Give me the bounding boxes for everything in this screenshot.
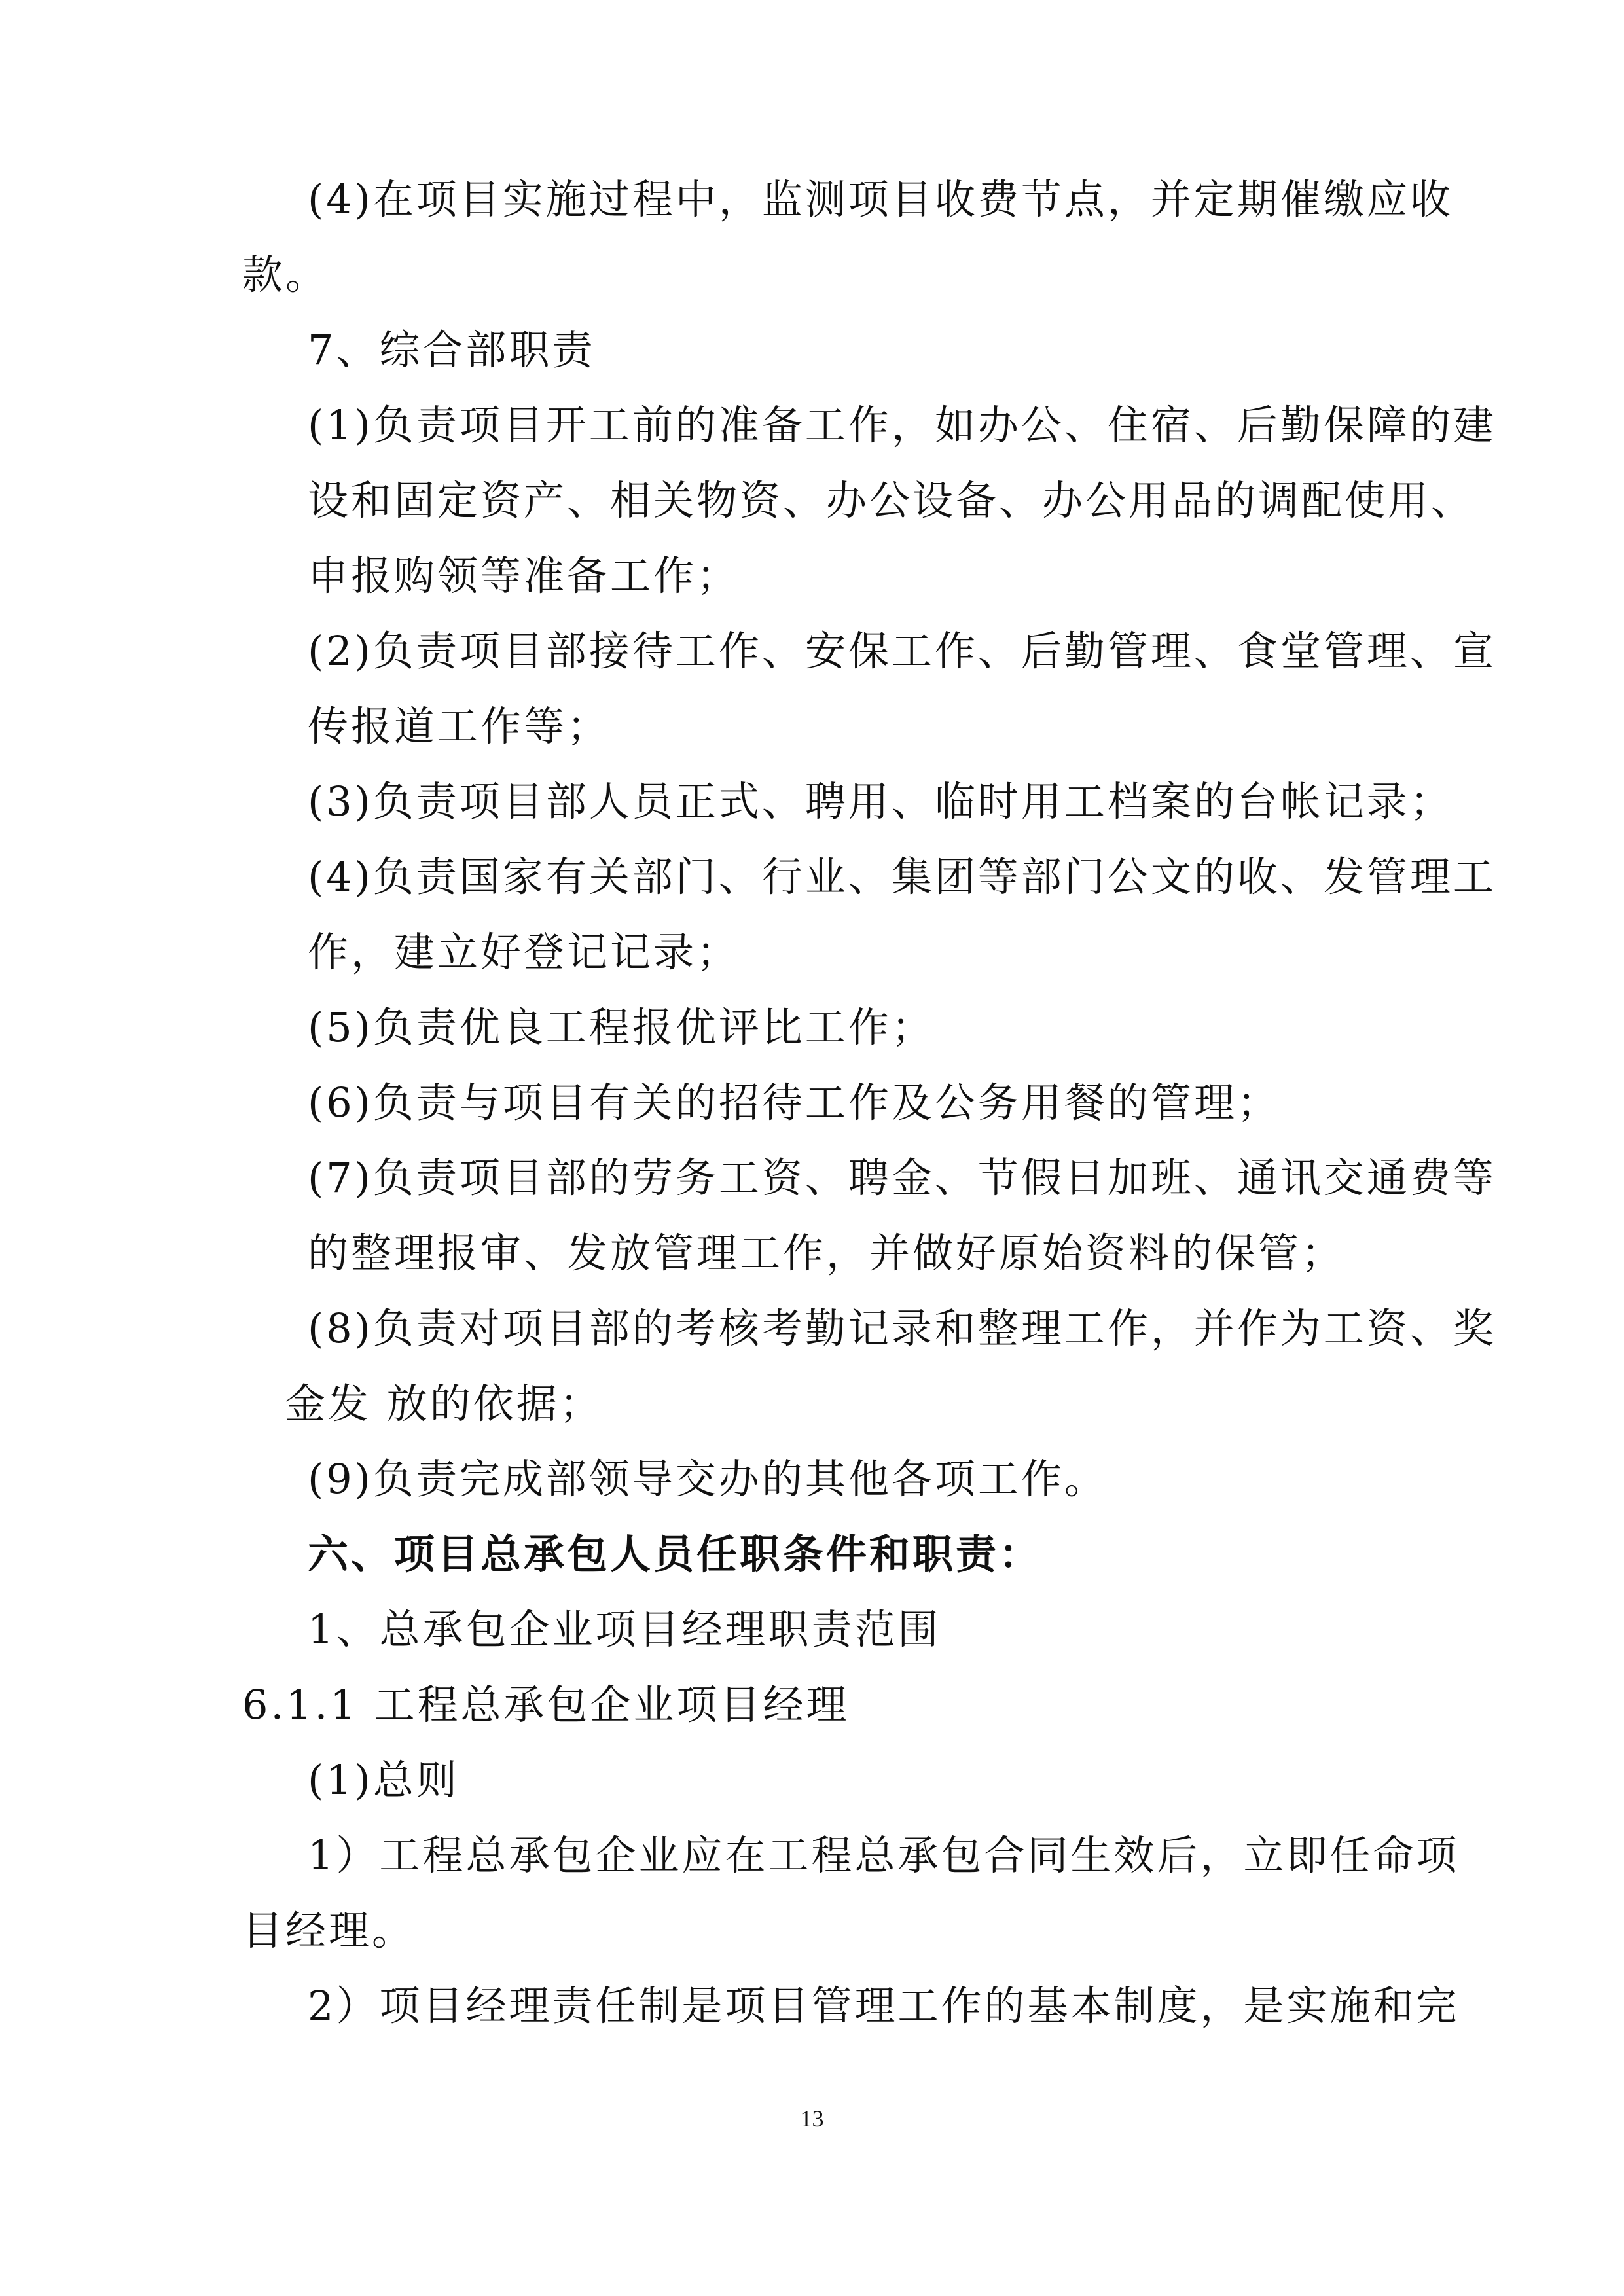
paragraph-line: (3)负责项目部人员正式、聘用、临时用工档案的台帐记录； [308, 778, 1453, 825]
paragraph-line: 作，建立好登记记录； [308, 928, 740, 976]
paragraph-line: (9)负责完成部领导交办的其他各项工作。 [308, 1455, 1108, 1503]
page-number: 13 [800, 2106, 824, 2132]
paragraph-line: (4)在项目实施过程中，监测项目收费节点，并定期催缴应收 [308, 175, 1453, 223]
paragraph-line: 目经理。 [242, 1907, 416, 1954]
paragraph-line: 金发 放的依据； [285, 1380, 603, 1427]
paragraph-line: 的整理报审、发放管理工作，并做好原始资料的保管； [308, 1229, 1345, 1277]
paragraph-line: 款。 [242, 251, 329, 298]
paragraph-line: (5)负责优良工程报优评比工作； [308, 1003, 935, 1051]
paragraph-line: (2)负责项目部接待工作、安保工作、后勤管理、食堂管理、宣 [308, 627, 1496, 675]
paragraph-line: (6)负责与项目有关的招待工作及公务用餐的管理； [308, 1079, 1280, 1126]
section-heading: 1、总承包企业项目经理职责范围 [308, 1605, 941, 1653]
paragraph-line: (4)负责国家有关部门、行业、集团等部门公文的收、发管理工 [308, 853, 1496, 901]
section-heading: 7、综合部职责 [308, 326, 596, 374]
subsection-heading: 6.1.1 工程总承包企业项目经理 [242, 1681, 850, 1729]
paragraph-line: 传报道工作等； [308, 702, 611, 750]
paragraph-line: 申报购领等准备工作； [308, 552, 740, 600]
paragraph-line: 1）工程总承包企业应在工程总承包合同生效后，立即任命项 [308, 1831, 1460, 1879]
paragraph-line: (1)负责项目开工前的准备工作，如办公、住宿、后勤保障的建 [308, 401, 1496, 449]
chapter-heading: 六、项目总承包人员任职条件和职责： [308, 1530, 1043, 1578]
paragraph-line: 2）项目经理责任制是项目管理工作的基本制度，是实施和完 [308, 1982, 1460, 2030]
paragraph-line: (7)负责项目部的劳务工资、聘金、节假日加班、通讯交通费等 [308, 1154, 1496, 1202]
paragraph-line: (1)总则 [308, 1756, 460, 1804]
paragraph-line: (8)负责对项目部的考核考勤记录和整理工作，并作为工资、奖 [308, 1304, 1496, 1352]
paragraph-line: 设和固定资产、相关物资、办公设备、办公用品的调配使用、 [308, 476, 1475, 524]
